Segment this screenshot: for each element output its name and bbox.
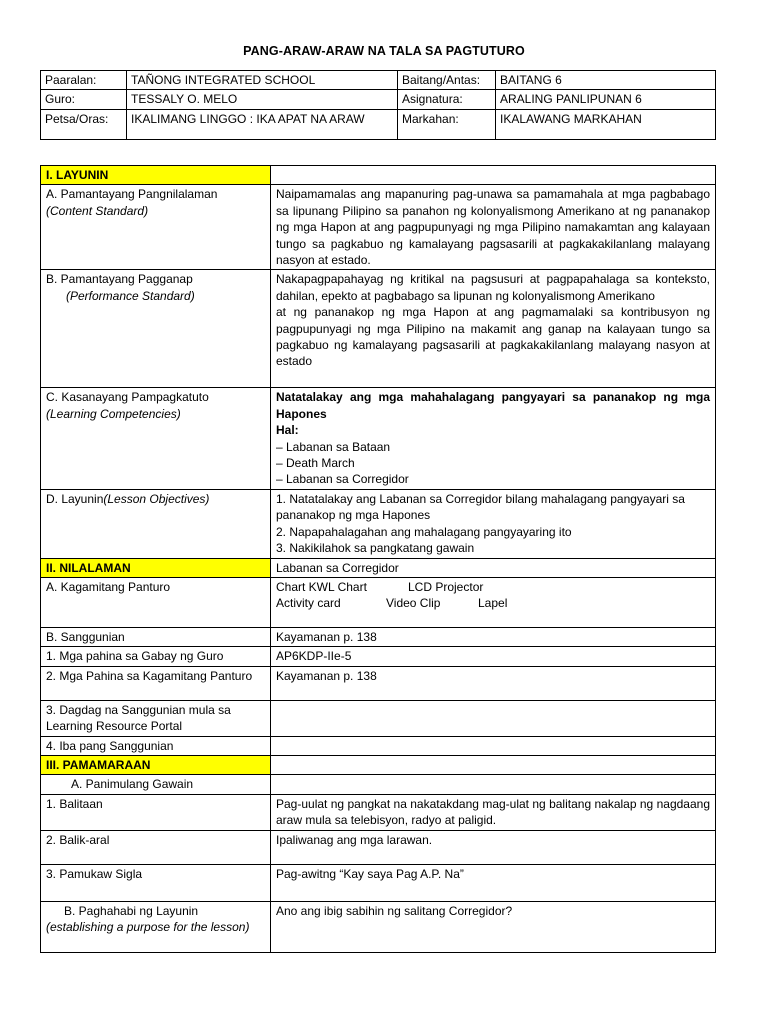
row-sublabel: (establishing a purpose for the lesson) [46, 920, 250, 935]
table-row [41, 666, 716, 700]
table-row [41, 577, 716, 627]
gabay-label: 1. Mga pahina sa Gabay ng Guro [41, 647, 271, 666]
paghahabi-text: Ano ang ibig sabihin ng salitang Corregidor? [271, 901, 716, 952]
row-sublabel: (Lesson Objectives) [103, 491, 210, 506]
list-item: – Labanan sa Corregidor [276, 472, 409, 487]
table-row [41, 830, 716, 864]
table-row [41, 185, 716, 270]
balitaan-label: 1. Balitaan [41, 794, 271, 830]
empty-cell [271, 700, 716, 736]
list-item: Video Clip [386, 596, 441, 611]
paragraph: Natatalakay ang mga mahahalagang pangyayari sa pananakop ng mga Hapones [276, 390, 710, 421]
table-row [41, 901, 716, 952]
paragraph: at ng pananakop ng mga Hapon at ang pagmamalaki sa kontribusyon ng pagpupunyagi ng mga Pilipino na makamit ang ganap na kalayaan tungo sa pagkabuo ng kamalayang pagsasarili at pagkakakilanlang malayang nasyon at estado [276, 305, 710, 369]
paragraph: Hal: [276, 423, 299, 438]
table-row [41, 166, 716, 185]
gabay-value: AP6KDP-IIe-5 [271, 647, 716, 666]
baitang-value: BAITANG 6 [496, 71, 716, 90]
section-heading-nilalaman: II. NILALAMAN [41, 558, 271, 577]
performance-standard-text [271, 270, 716, 388]
content-standard-text: Naipamamalas ang mapanuring pag-unawa sa pamamahala at mga pagbabago sa lipunang Pilipino sa panahon ng kolonyalismong Amerikano at ng pananakop ng mga Hapon at ang pagpupunyagi ng mga Pilipino namakamtan ang kalayaan tungo sa pagkabuo ng kamalayang pagsasarili at pagkakakilanlang malayang nasyon at estado. [271, 185, 716, 270]
kagamitan-label: A. Kagamitang Panturo [41, 577, 271, 627]
row-label: C. Kasanayang Pampagkatuto [46, 390, 209, 405]
pamukaw-label: 3. Pamukaw Sigla [41, 864, 271, 901]
table-row [41, 755, 716, 774]
empty-cell [271, 166, 716, 185]
table-row [41, 700, 716, 736]
table-row [41, 794, 716, 830]
header-table [40, 70, 716, 140]
pamukaw-text: Pag-awitng “Kay saya Pag A.P. Na” [271, 864, 716, 901]
section-heading-pamamaraan: III. PAMAMARAAN [41, 755, 271, 774]
lesson-plan-table [40, 165, 716, 953]
list-item: Chart KWL Chart [276, 579, 367, 594]
performance-standard-label [41, 270, 271, 388]
list-item: LCD Projector [408, 579, 484, 594]
table-row [41, 775, 716, 794]
learning-competencies-label [41, 388, 271, 489]
table-row [41, 270, 716, 388]
table-row [41, 864, 716, 901]
list-item: 1. Natatalakay ang Labanan sa Corregidor bilang mahalagang pangyayari sa pananakop ng mga Hapones [276, 491, 685, 523]
paaralan-value: TAÑONG INTEGRATED SCHOOL [127, 71, 398, 90]
paghahabi-label [41, 901, 271, 952]
paaralan-label: Paaralan: [41, 71, 127, 90]
list-item: 3. Nakikilahok sa pangkatang gawain [276, 541, 475, 556]
empty-cell [271, 755, 716, 774]
asignatura-value: ARALING PANLIPUNAN 6 [496, 90, 716, 109]
petsa-label: Petsa/Oras: [41, 109, 127, 139]
table-row [41, 489, 716, 558]
kagamitang-pahina-value: Kayamanan p. 138 [271, 666, 716, 700]
row-label: B. Paghahabi ng Layunin [64, 903, 199, 918]
kagamitan-list [271, 577, 716, 627]
markahan-label: Markahan: [398, 109, 496, 139]
nilalaman-value: Labanan sa Corregidor [271, 558, 716, 577]
table-row [41, 627, 716, 646]
section-heading-layunin: I. LAYUNIN [41, 166, 271, 185]
table-row [41, 736, 716, 755]
document-title: PANG-ARAW-ARAW NA TALA SA PAGTUTURO [243, 44, 525, 58]
baitang-label: Baitang/Antas: [398, 71, 496, 90]
list-item: – Labanan sa Bataan [276, 439, 391, 454]
guro-value: TESSALY O. MELO [127, 90, 398, 109]
row-label: A. Pamantayang Pangnilalaman [46, 187, 218, 202]
list-item: Activity card [276, 596, 341, 611]
empty-cell [271, 775, 716, 794]
lesson-objectives-text [271, 489, 716, 558]
sanggunian-label: B. Sanggunian [41, 627, 271, 646]
balitaan-text: Pag-uulat ng pangkat na nakatakdang mag-ulat ng balitang nakalap ng nagdaang araw mula sa telebisyon, radyo at paligid. [271, 794, 716, 830]
paragraph: Nakapagpapahayag ng kritikal na pagsusuri at pagpapahalaga sa konteksto, dahilan, epekto at pagbabago sa lipunan ng kolonyalismong Amerikano [276, 272, 710, 303]
empty-cell [271, 736, 716, 755]
petsa-value: IKALIMANG LINGGO : IKA APAT NA ARAW [127, 109, 398, 139]
iba-label: 4. Iba pang Sanggunian [41, 736, 271, 755]
asignatura-label: Asignatura: [398, 90, 496, 109]
panimula-label: A. Panimulang Gawain [41, 775, 271, 794]
dagdag-label: 3. Dagdag na Sanggunian mula sa Learning Resource Portal [41, 700, 271, 736]
table-row [41, 558, 716, 577]
balikaral-label: 2. Balik-aral [41, 830, 271, 864]
table-row [41, 388, 716, 489]
row-sublabel: (Content Standard) [46, 203, 149, 218]
row-sublabel: (Performance Standard) [66, 288, 195, 303]
markahan-value: IKALAWANG MARKAHAN [496, 109, 716, 139]
content-standard-label [41, 185, 271, 270]
row-label: D. Layunin [46, 491, 104, 506]
learning-competencies-text [271, 388, 716, 489]
sanggunian-value: Kayamanan p. 138 [271, 627, 716, 646]
table-row [41, 647, 716, 666]
list-item: – Death March [276, 456, 355, 471]
kagamitang-pahina-label: 2. Mga Pahina sa Kagamitang Panturo [41, 666, 271, 700]
row-label: B. Pamantayang Pagganap [46, 272, 193, 287]
lesson-objectives-label [41, 489, 271, 558]
row-sublabel: (Learning Competencies) [46, 406, 181, 421]
list-item: 2. Napapahalagahan ang mahalagang pangyayaring ito [276, 524, 572, 539]
balikaral-text: Ipaliwanag ang mga larawan. [271, 830, 716, 864]
list-item: Lapel [478, 596, 508, 611]
guro-label: Guro: [41, 90, 127, 109]
